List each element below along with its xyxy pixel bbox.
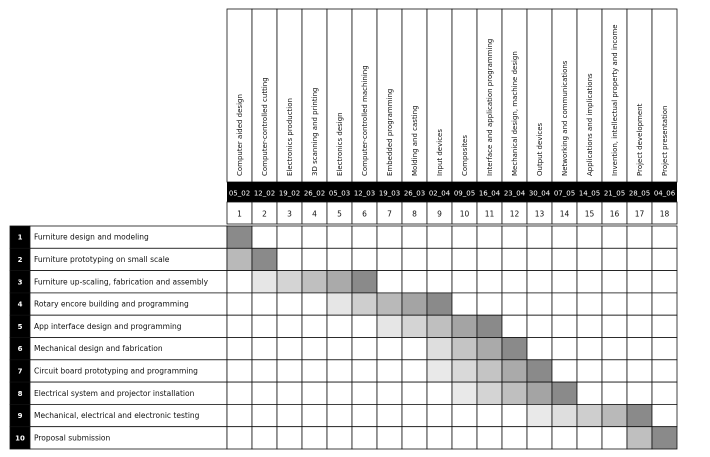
schedule-cell [327,427,352,449]
schedule-cell [277,315,302,337]
task-id-label: 10 [15,434,25,443]
schedule-cell [252,338,277,360]
schedule-cell [577,271,602,293]
schedule-cell [277,226,302,248]
task-id-label: 8 [17,389,23,398]
week-date-label: 04_06 [653,189,676,198]
schedule-cell [227,404,252,426]
week-topic-label: Interface and application programming [486,38,494,176]
schedule-cell [477,427,502,449]
week-topic-label: Computer-controlled machining [361,65,369,176]
week-topic-label: 3D scanning and printing [311,87,319,176]
schedule-cell [502,315,527,337]
schedule-cell [252,360,277,382]
week-topic-label: Composites [461,134,469,176]
week-topic-label: Networking and communications [561,60,569,176]
schedule-cell [227,293,252,315]
week-number-label: 13 [534,209,545,219]
task-label: Furniture design and modeling [34,232,149,242]
week-date-label: 19_02 [278,189,301,198]
schedule-cell [527,338,552,360]
schedule-cell [527,427,552,449]
schedule-cell [452,271,477,293]
week-number-label: 11 [484,209,495,219]
schedule-cell [577,382,602,404]
week-date-label: 12_02 [253,189,276,198]
schedule-cell [377,226,402,248]
schedule-cell [577,226,602,248]
week-topic-label: Molding and casting [411,105,419,176]
week-number-label: 8 [412,209,417,219]
schedule-cell [552,271,577,293]
schedule-cell-active [327,271,352,293]
schedule-cell [602,315,627,337]
week-date-label: 07_05 [553,189,576,198]
schedule-cell [327,338,352,360]
schedule-cell [377,404,402,426]
week-topic-label: Computer-controlled cutting [261,77,269,176]
schedule-cell [402,360,427,382]
schedule-cell [327,315,352,337]
week-number-label: 3 [287,209,292,219]
schedule-cell [502,271,527,293]
schedule-cell [452,404,477,426]
schedule-cell [527,293,552,315]
schedule-cell [502,404,527,426]
schedule-cell [277,382,302,404]
schedule-cell [602,248,627,270]
week-date-label: 09_05 [453,189,476,198]
schedule-cell [577,248,602,270]
schedule-cell [352,338,377,360]
schedule-cell [427,427,452,449]
schedule-cell [652,382,677,404]
schedule-cell [627,271,652,293]
schedule-cell [552,315,577,337]
schedule-cell-active [227,248,252,270]
schedule-cell [627,315,652,337]
schedule-cell [352,226,377,248]
schedule-cell [227,360,252,382]
task-row [10,248,677,270]
schedule-cell [402,226,427,248]
task-label: Mechanical, electrical and electronic testing [34,411,200,421]
schedule-cell [502,226,527,248]
schedule-cell-active [452,338,477,360]
schedule-cell-active [427,360,452,382]
schedule-cell [252,382,277,404]
schedule-cell [427,404,452,426]
schedule-cell [502,293,527,315]
task-label: Furniture prototyping on small scale [34,254,170,264]
schedule-cell [452,293,477,315]
schedule-cell [602,226,627,248]
schedule-cell [377,427,402,449]
schedule-cell-active [302,271,327,293]
task-label: Circuit board prototyping and programming [34,366,198,376]
schedule-cell [427,226,452,248]
task-id-label: 4 [17,300,23,309]
schedule-cell [377,360,402,382]
schedule-cell-active [452,315,477,337]
week-number-label: 12 [509,209,520,219]
schedule-cell [402,427,427,449]
schedule-cell [302,404,327,426]
schedule-cell-active [402,293,427,315]
week-number-label: 10 [459,209,470,219]
schedule-cell [302,338,327,360]
schedule-cell [552,248,577,270]
schedule-cell [427,271,452,293]
schedule-cell [652,271,677,293]
week-date-label: 05_03 [328,189,351,198]
task-row [10,360,677,382]
schedule-cell [302,427,327,449]
schedule-cell-active [452,360,477,382]
schedule-cell-active [477,360,502,382]
schedule-cell [652,226,677,248]
schedule-cell-active [252,271,277,293]
schedule-cell-active [377,293,402,315]
schedule-cell [302,315,327,337]
week-topic-label: Output devices [536,122,544,176]
schedule-cell-active [552,382,577,404]
schedule-cell-active [477,382,502,404]
schedule-cell-active [602,404,627,426]
week-topic-label: Computer aided design [236,94,244,176]
schedule-cell [502,427,527,449]
schedule-cell [527,315,552,337]
schedule-cell [652,315,677,337]
week-date-label: 19_03 [378,189,401,198]
schedule-cell-active [427,338,452,360]
schedule-cell [502,248,527,270]
task-row [10,382,677,404]
schedule-cell [652,293,677,315]
schedule-cell [477,248,502,270]
week-topic-label: Project presentation [661,105,669,176]
schedule-cell [402,338,427,360]
schedule-cell [477,404,502,426]
schedule-cell [277,404,302,426]
schedule-cell [377,248,402,270]
schedule-cell [552,360,577,382]
task-label: Proposal submission [34,433,111,443]
schedule-cell [227,315,252,337]
schedule-cell [377,271,402,293]
schedule-cell [252,427,277,449]
schedule-cell [552,338,577,360]
week-date-label: 21_05 [603,189,626,198]
schedule-cell [427,248,452,270]
week-date-label: 26_02 [303,189,326,198]
schedule-cell [527,226,552,248]
schedule-cell-active [327,293,352,315]
schedule-cell-active [352,293,377,315]
schedule-cell [227,427,252,449]
schedule-cell-active [227,226,252,248]
schedule-cell-active [477,338,502,360]
week-topic-label: Electronics production [286,98,294,176]
schedule-cell [352,382,377,404]
task-row [10,404,677,426]
schedule-cell-active [502,338,527,360]
task-id-label: 5 [17,322,23,331]
schedule-cell [402,248,427,270]
schedule-cell [377,382,402,404]
task-id-label: 9 [17,412,23,421]
week-number-label: 18 [659,209,670,219]
schedule-cell [302,382,327,404]
schedule-cell [402,404,427,426]
schedule-cell [477,271,502,293]
schedule-cell [352,404,377,426]
week-date-label: 16_04 [478,189,501,198]
schedule-cell-active [427,315,452,337]
week-topic-label: Input devices [436,129,444,176]
week-number-label: 6 [362,209,367,219]
week-date-label: 28_05 [628,189,651,198]
schedule-cell [302,293,327,315]
schedule-cell-active [252,248,277,270]
schedule-cell [327,404,352,426]
week-header [227,9,677,224]
task-label: Rotary encore building and programming [34,299,189,309]
task-id-label: 7 [17,367,23,376]
week-number-label: 5 [337,209,342,219]
schedule-cell [577,293,602,315]
week-number-label: 14 [559,209,570,219]
schedule-cell [352,315,377,337]
week-topic-label: Project development [636,103,644,176]
schedule-cell-active [452,382,477,404]
schedule-cell [602,427,627,449]
schedule-cell [527,271,552,293]
schedule-cell [352,427,377,449]
schedule-cell [227,271,252,293]
week-topic-label: Applications and implications [586,73,594,176]
schedule-cell [277,360,302,382]
schedule-cell [552,226,577,248]
schedule-cell [652,404,677,426]
schedule-cell-active [277,271,302,293]
week-topic-label: Electronics design [336,112,344,176]
schedule-cell [352,360,377,382]
week-date-label: 12_03 [353,189,376,198]
schedule-cell [627,360,652,382]
schedule-cell-active [527,404,552,426]
week-number-label: 4 [312,209,317,219]
schedule-cell [602,360,627,382]
schedule-cell [402,382,427,404]
week-date-label: 26_03 [403,189,426,198]
schedule-cell-active [627,427,652,449]
schedule-cell [627,226,652,248]
task-row [10,315,677,337]
schedule-cell [302,360,327,382]
task-row [10,338,677,360]
schedule-cell [577,315,602,337]
schedule-cell [477,293,502,315]
schedule-cell [377,338,402,360]
week-number-label: 9 [437,209,442,219]
task-label: Electrical system and projector installation [34,388,195,398]
schedule-cell [327,248,352,270]
week-number-label: 2 [262,209,267,219]
schedule-cell [577,360,602,382]
schedule-cell [427,382,452,404]
week-number-label: 1 [237,209,242,219]
schedule-cell-active [527,382,552,404]
schedule-cell [252,226,277,248]
week-number-label: 7 [387,209,392,219]
schedule-cell [302,248,327,270]
schedule-cell [302,226,327,248]
schedule-cell-active [652,427,677,449]
task-id-label: 1 [17,233,23,242]
schedule-cell [227,338,252,360]
schedule-cell [627,338,652,360]
schedule-cell [327,382,352,404]
schedule-cell [602,382,627,404]
task-row [10,427,677,449]
schedule-cell [277,427,302,449]
schedule-cell [452,226,477,248]
week-date-label: 23_04 [503,189,526,198]
schedule-cell [602,338,627,360]
schedule-cell [552,293,577,315]
schedule-cell [602,293,627,315]
week-topic-label: Embedded programming [386,88,394,176]
schedule-cell [652,338,677,360]
task-id-label: 6 [17,345,23,354]
schedule-cell [277,338,302,360]
task-row [10,226,677,248]
schedule-cell [527,248,552,270]
schedule-cell [577,338,602,360]
schedule-cell [352,248,377,270]
schedule-cell [627,293,652,315]
week-date-label: 02_04 [428,189,451,198]
schedule-cell [452,248,477,270]
week-number-label: 16 [609,209,620,219]
task-row [10,271,677,293]
schedule-cell [402,271,427,293]
schedule-cell-active [502,382,527,404]
schedule-cell [627,248,652,270]
week-topic-label: Invention, intellectual property and income [611,24,619,176]
schedule-cell-active [627,404,652,426]
schedule-cell [452,427,477,449]
schedule-cell [652,360,677,382]
schedule-cell [327,226,352,248]
schedule-cell [252,293,277,315]
week-number-label: 17 [634,209,645,219]
schedule-cell [252,315,277,337]
task-id-label: 2 [17,255,23,264]
task-label: Mechanical design and fabrication [34,344,163,354]
schedule-cell [477,226,502,248]
schedule-cell [602,271,627,293]
task-rows [10,226,677,449]
schedule-cell-active [352,271,377,293]
schedule-cell-active [477,315,502,337]
schedule-cell-active [502,360,527,382]
schedule-cell-active [427,293,452,315]
schedule-cell [252,404,277,426]
schedule-cell [552,427,577,449]
week-number-label: 15 [584,209,595,219]
week-date-label: 05_02 [228,189,251,198]
task-row [10,293,677,315]
schedule-cell [652,248,677,270]
week-topic-label: Mechanical design, machine design [511,51,519,176]
schedule-cell [277,248,302,270]
schedule-cell-active [527,360,552,382]
schedule-cell-active [577,404,602,426]
task-label: Furniture up-scaling, fabrication and assembly [34,277,209,287]
week-date-label: 30_04 [528,189,551,198]
schedule-cell-active [377,315,402,337]
schedule-cell [577,427,602,449]
schedule-cell [327,360,352,382]
task-id-label: 3 [17,278,23,287]
schedule-cell-active [552,404,577,426]
schedule-cell [227,382,252,404]
week-date-label: 14_05 [578,189,601,198]
task-label: App interface design and programming [34,321,182,331]
schedule-cell-active [402,315,427,337]
schedule-cell [277,293,302,315]
schedule-cell [627,382,652,404]
